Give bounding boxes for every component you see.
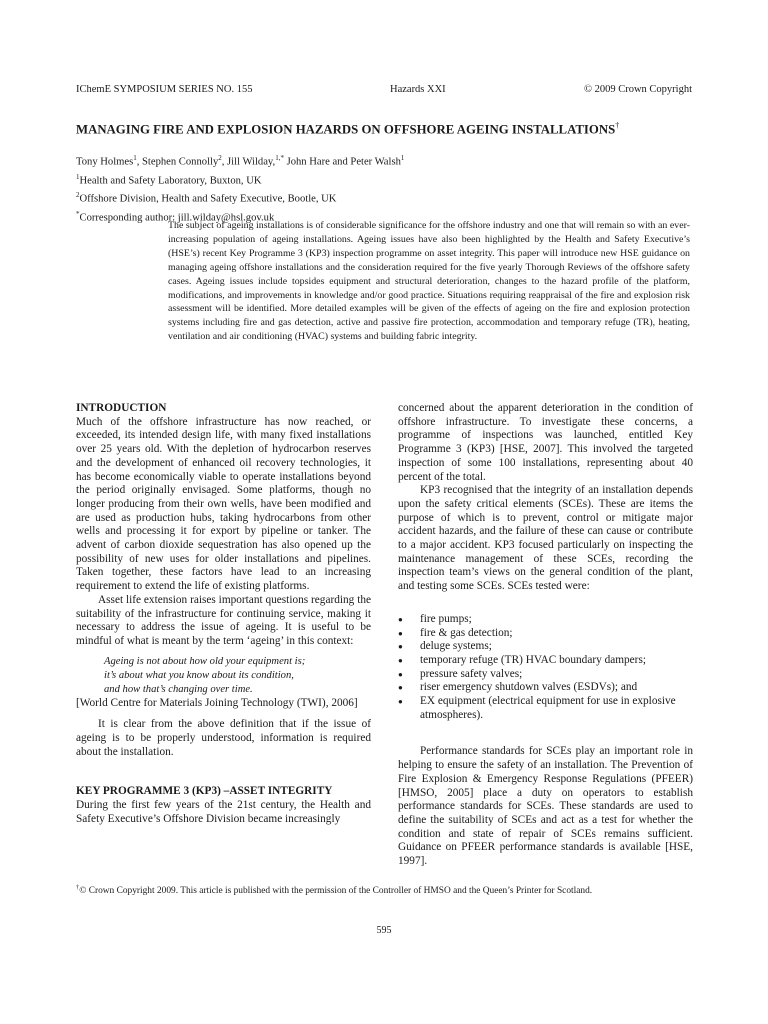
list-item: ● EX equipment (electrical equipment for use in explosive atmospheres). bbox=[398, 695, 693, 722]
affiliation-text: Health and Safety Laboratory, Buxton, UK bbox=[79, 175, 262, 187]
affil-mark: 2 bbox=[76, 191, 80, 200]
title-footnote-mark: † bbox=[615, 121, 620, 130]
paragraph: KP3 recognised that the integrity of an installation depends upon the safety critical elements (SCEs). These are items the purpose of which is to prevent, control or mitigate major accident hazards, and the failure of these can cause or contribute to a major accident. KP3 focused particularly on inspecting the maintenance management of these SCEs, recording the inspection team’s views on the general condition of the plant, and testing some SCEs. SCEs tested were: bbox=[398, 484, 693, 593]
paragraph: concerned about the apparent deterioration in the condition of offshore infrastructure. To investigate these concerns, a programme of inspections was launched, entitled Key Programme 3 (KP3) [HSE, 2007]. This involved the targeted inspection of some 100 installations, representing about 40 percent of the total. bbox=[398, 402, 693, 483]
list-item: ● riser emergency shutdown valves (ESDVs); and bbox=[398, 681, 693, 695]
author-affil-mark: 1 bbox=[400, 154, 405, 162]
quote-source: [World Centre for Materials Joining Technology (TWI), 2006] bbox=[76, 696, 358, 709]
paragraph: It is clear from the above definition that if the issue of ageing is to be properly understood, information is required about the installation. bbox=[76, 718, 371, 758]
paragraph: Much of the offshore infrastructure has now reached, or exceeded, its intended design life, with many fixed installations over 25 years old. With the depletion of hydrocarbon reserves and the development of enhanced oil recovery technologies, it has become economically viable to operate installations beyond the period originally envisaged. Some platforms, though no longer producing from their own wells, have been modified and are used as production hubs, taking hydrocarbons from other wells and processing it for export by pipeline or tanker. The advent of carbon dioxide sequestration has also opened up the possibility of new uses for older installations and pipelines. Taken together, these factors have lead to an increasing requirement to extend the life of existing platforms. bbox=[76, 415, 371, 593]
conference-label: Hazards XXI bbox=[390, 84, 446, 95]
footnote-mark: † bbox=[76, 884, 80, 891]
paper-title-text: MANAGING FIRE AND EXPLOSION HAZARDS ON OFFSHORE AGEING INSTALLATIONS bbox=[76, 122, 616, 137]
author-affil-mark: 1,* bbox=[275, 154, 284, 162]
author-line bbox=[76, 151, 692, 170]
affiliation-line bbox=[76, 188, 692, 207]
list-item: ● deluge systems; bbox=[398, 640, 693, 654]
abstract: The subject of ageing installations is of considerable significance for the offshore industry and one that will remain so with an ever-increasing population of ageing installations. Ageing issues have also been highlighted by the Health and Safety Executive’s (HSE’s) recent Key Programme 3 (KP3) inspection programme on asset integrity. This paper will introduce new HSE guidance on managing ageing offshore installations and the consideration required for the five yearly Thorough Reviews of the offshore safety cases. Ageing issues include topsides equipment and structural deterioration, changes to the hazard profile of the platform, modifications, and improvements in knowledge and/or good practice. Situations requiring reappraisal of the fire and explosion risk assessment will be identified. More detailed examples will be given of the effects of ageing on the fire and explosion protection systems including fire and gas detection, active and passive fire protection, accommodation and temporary refuge (TR), heating, ventilation and air conditioning (HVAC) systems and building fabric integrity. bbox=[168, 220, 690, 343]
author-name: John Hare and Peter Walsh bbox=[283, 156, 401, 168]
footnote bbox=[76, 884, 692, 896]
section-heading-introduction: INTRODUCTION bbox=[76, 402, 167, 414]
affil-mark: * bbox=[76, 209, 80, 218]
left-column bbox=[76, 402, 371, 827]
running-header bbox=[76, 84, 692, 98]
quote-line: and how that’s changing over time. bbox=[104, 683, 253, 695]
author-name: , Stephen Connolly bbox=[136, 156, 219, 168]
paragraph: During the first few years of the 21st century, the Health and Safety Executive’s Offshore Division became increasingly bbox=[76, 799, 371, 825]
quote-line: it’s about what you know about its condition, bbox=[104, 669, 294, 681]
author-affil-mark: 1 bbox=[133, 154, 137, 162]
copyright-label: © 2009 Crown Copyright bbox=[583, 84, 692, 95]
list-item: ● fire & gas detection; bbox=[398, 627, 693, 641]
quotation bbox=[104, 655, 371, 697]
author-name: , Jill Wilday, bbox=[221, 156, 276, 168]
author-name: Tony Holmes bbox=[76, 156, 134, 168]
paragraph: Performance standards for SCEs play an important role in helping to ensure the safety of an installation. The Prevention of Fire Explosion & Emergency Response Regulations (PFEER) [HMSO, 2005] place a duty on operators to establish performance standards for SCEs. These standards are used to define the suitability of SCEs and act as a test for whether the condition and state of repair of SCEs remains sufficient. Guidance on PFEER performance standards is available [HSE, 1997]. bbox=[398, 745, 693, 868]
affiliation-line bbox=[76, 170, 692, 189]
footnote-text: © Crown Copyright 2009. This article is published with the permission of the Controller of HMSO and the Queen’s Printer for Scotland. bbox=[79, 886, 593, 897]
author-block bbox=[76, 151, 692, 225]
right-column bbox=[398, 402, 693, 869]
list-item: ● pressure safety valves; bbox=[398, 668, 693, 682]
section-heading-kp3: KEY PROGRAMME 3 (KP3) –ASSET INTEGRITY bbox=[76, 785, 333, 798]
paragraph: Asset life extension raises important questions regarding the suitability of the infrastructure for continuing service, making it necessary to address the issue of ageing. It is useful to be mindful of what is meant by the term ‘ageing’ in this context: bbox=[76, 593, 371, 647]
list-item: ● temporary refuge (TR) HVAC boundary dampers; bbox=[398, 654, 693, 668]
page-number: 595 bbox=[376, 925, 392, 936]
author-affil-mark: 2 bbox=[218, 154, 222, 162]
quote-line: Ageing is not about how old your equipment is; bbox=[104, 655, 306, 667]
sce-list bbox=[398, 613, 693, 723]
list-item: ● fire pumps; bbox=[398, 613, 693, 627]
affil-mark: 1 bbox=[76, 172, 80, 181]
series-label: IChemE SYMPOSIUM SERIES NO. 155 bbox=[76, 84, 253, 95]
paper-title bbox=[76, 121, 696, 137]
corresponding-author: Corresponding author: jill.wilday@hsl.gov.uk bbox=[79, 212, 275, 224]
affiliation-text: Offshore Division, Health and Safety Executive, Bootle, UK bbox=[79, 193, 337, 205]
